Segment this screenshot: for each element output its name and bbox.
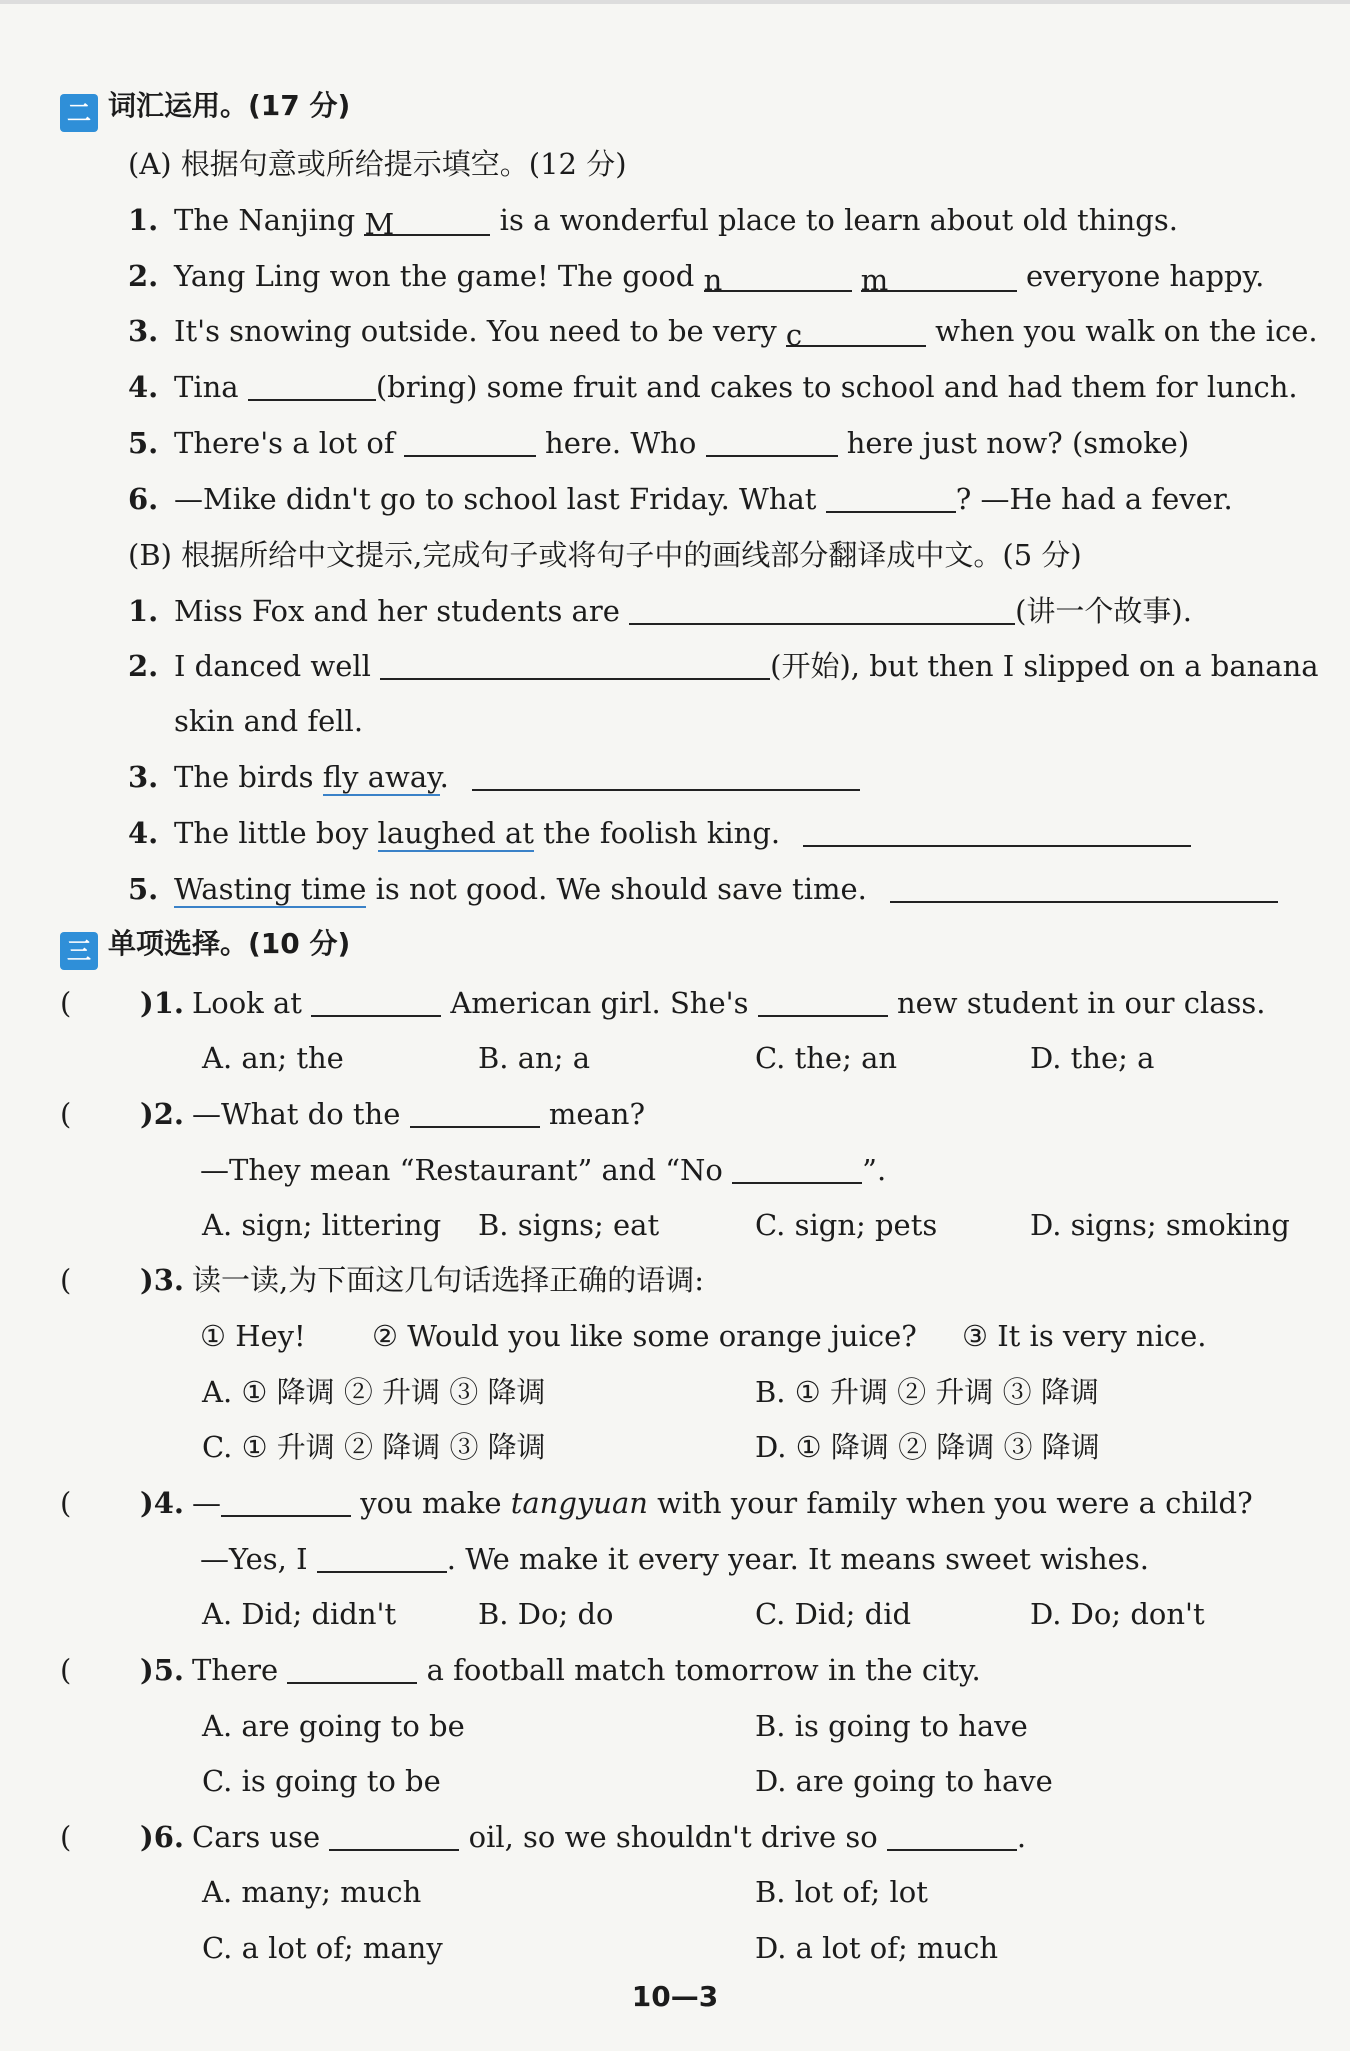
answer-blank[interactable] [803,815,1191,847]
mc-q3-sentence-1: ① Hey! [200,1319,306,1353]
page-number: 10—3 [631,1980,719,2013]
answer-blank[interactable]: M [364,204,490,236]
mc-q2-option-a[interactable]: A. sign; littering [202,1208,442,1242]
answer-blank[interactable] [317,1541,447,1573]
section3-title: 单项选择。(10 分) [108,927,351,960]
partA-q6: 6. —Mike didn't go to school last Friday. What ? —He had a fever. [128,482,1233,516]
partA-q1: 1. The Nanjing M is a wonderful place to learn about old things. [128,203,1178,241]
answer-paren[interactable]: ( [60,1820,72,1854]
section2-title: 词汇运用。(17 分) [108,89,351,122]
section3-heading [60,924,350,970]
mc-q3-option-b[interactable]: B. ① 升调 ② 升调 ③ 降调 [755,1375,1099,1409]
mc-q6-option-a[interactable]: A. many; much [202,1875,422,1909]
mc-q5-option-a[interactable]: A. are going to be [202,1709,465,1743]
mc-q5-option-b[interactable]: B. is going to have [755,1709,1028,1743]
partB-q3: 3. The birds fly away. [128,757,860,797]
answer-blank[interactable] [329,1819,459,1851]
mc-q6-option-d[interactable]: D. a lot of; much [755,1931,999,1965]
answer-blank[interactable] [826,481,956,513]
mc-q5-option-c[interactable]: C. is going to be [202,1764,441,1798]
mc-q1-option-b[interactable]: B. an; a [478,1041,590,1075]
mc-q4-line2: —Yes, I . We make it every year. It means sweet wishes. [200,1542,1149,1576]
partB-instruction: (B) 根据所给中文提示,完成句子或将句子中的画线部分翻译成中文。(5 分) [128,538,1082,572]
mc-q4: ( )4. — you make tangyuan with your family when you were a child? [60,1483,1253,1523]
mc-q2-option-d[interactable]: D. signs; smoking [1030,1208,1290,1242]
mc-q1-option-c[interactable]: C. the; an [755,1041,898,1075]
answer-paren[interactable]: ( [60,1486,72,1520]
answer-blank[interactable] [732,1152,862,1184]
partB-q5: 5. Wasting time is not good. We should save time. [128,869,1278,909]
partA-q4: 4. Tina (bring) some fruit and cakes to school and had them for lunch. [128,370,1298,404]
answer-blank[interactable] [410,1096,540,1128]
mc-q2-option-c[interactable]: C. sign; pets [755,1208,938,1242]
mc-q3-option-d[interactable]: D. ① 降调 ② 降调 ③ 降调 [755,1430,1100,1464]
answer-blank[interactable] [890,871,1278,903]
mc-q4-option-c[interactable]: C. Did; did [755,1597,912,1631]
mc-q4-option-d[interactable]: D. Do; don't [1030,1597,1205,1631]
partB-q1: 1. Miss Fox and her students are (讲一个故事). [128,594,1192,628]
partB-q2: 2. I danced well (开始), but then I slipped on a banana [128,649,1319,683]
partA-instruction: (A) 根据句意或所给提示填空。(12 分) [128,147,627,181]
answer-blank[interactable] [629,593,1015,625]
answer-blank[interactable]: m [861,260,1017,292]
answer-blank[interactable] [472,759,860,791]
mc-q3-sentence-3: ③ It is very nice. [962,1319,1207,1353]
answer-paren[interactable]: ( [60,1097,72,1131]
partA-q2: 2. Yang Ling won the game! The good n m everyone happy. [128,259,1265,297]
answer-blank[interactable] [758,985,888,1017]
answer-paren[interactable]: ( [60,986,72,1020]
underlined-phrase: Wasting time [174,872,367,906]
mc-q1: ( )1. Look at American girl. She's new student in our class. [60,983,1266,1023]
answer-blank[interactable] [287,1652,417,1684]
mc-q5: ( )5. There a football match tomorrow in the city. [60,1650,981,1690]
mc-q1-option-a[interactable]: A. an; the [202,1041,344,1075]
partB-q4: 4. The little boy laughed at the foolish king. [128,813,1191,853]
answer-blank[interactable] [248,369,376,401]
underlined-phrase: fly away [322,760,440,794]
mc-q4-option-a[interactable]: A. Did; didn't [202,1597,397,1631]
answer-blank[interactable] [887,1819,1017,1851]
mc-q6-option-b[interactable]: B. lot of; lot [755,1875,928,1909]
answer-blank[interactable]: c [786,315,926,347]
top-border [0,0,1350,4]
partB-q2-continued: skin and fell. [174,704,364,738]
mc-q2-option-b[interactable]: B. signs; eat [478,1208,660,1242]
answer-paren[interactable]: ( [60,1263,72,1297]
mc-q3: ( )3. 读一读,为下面这几句话选择正确的语调: [60,1260,704,1300]
answer-blank[interactable] [404,425,536,457]
mc-q1-option-d[interactable]: D. the; a [1030,1041,1155,1075]
mc-q4-option-b[interactable]: B. Do; do [478,1597,614,1631]
partA-q5: 5. There's a lot of here. Who here just now? (smoke) [128,426,1190,460]
partA-q3: 3. It's snowing outside. You need to be very c when you walk on the ice. [128,314,1318,352]
mc-q5-option-d[interactable]: D. are going to have [755,1764,1053,1798]
mc-q2-line2: —They mean “Restaurant” and “No ”. [200,1153,887,1187]
answer-blank[interactable] [706,425,838,457]
mc-q3-option-c[interactable]: C. ① 升调 ② 降调 ③ 降调 [202,1430,546,1464]
answer-blank[interactable] [221,1485,351,1517]
answer-paren[interactable]: ( [60,1653,72,1687]
section2-number-badge: 二 [60,94,98,132]
answer-blank[interactable]: n [704,260,852,292]
mc-q6-option-c[interactable]: C. a lot of; many [202,1931,443,1965]
section3-number-badge: 三 [60,932,98,970]
section2-heading [60,86,350,132]
answer-blank[interactable] [380,648,770,680]
mc-q3-option-a[interactable]: A. ① 降调 ② 升调 ③ 降调 [202,1375,546,1409]
answer-blank[interactable] [311,985,441,1017]
mc-q3-sentence-2: ② Would you like some orange juice? [372,1319,917,1353]
mc-q2: ( )2. —What do the mean? [60,1094,645,1134]
mc-q6: ( )6. Cars use oil, so we shouldn't drive so . [60,1817,1026,1857]
underlined-phrase: laughed at [377,816,534,850]
